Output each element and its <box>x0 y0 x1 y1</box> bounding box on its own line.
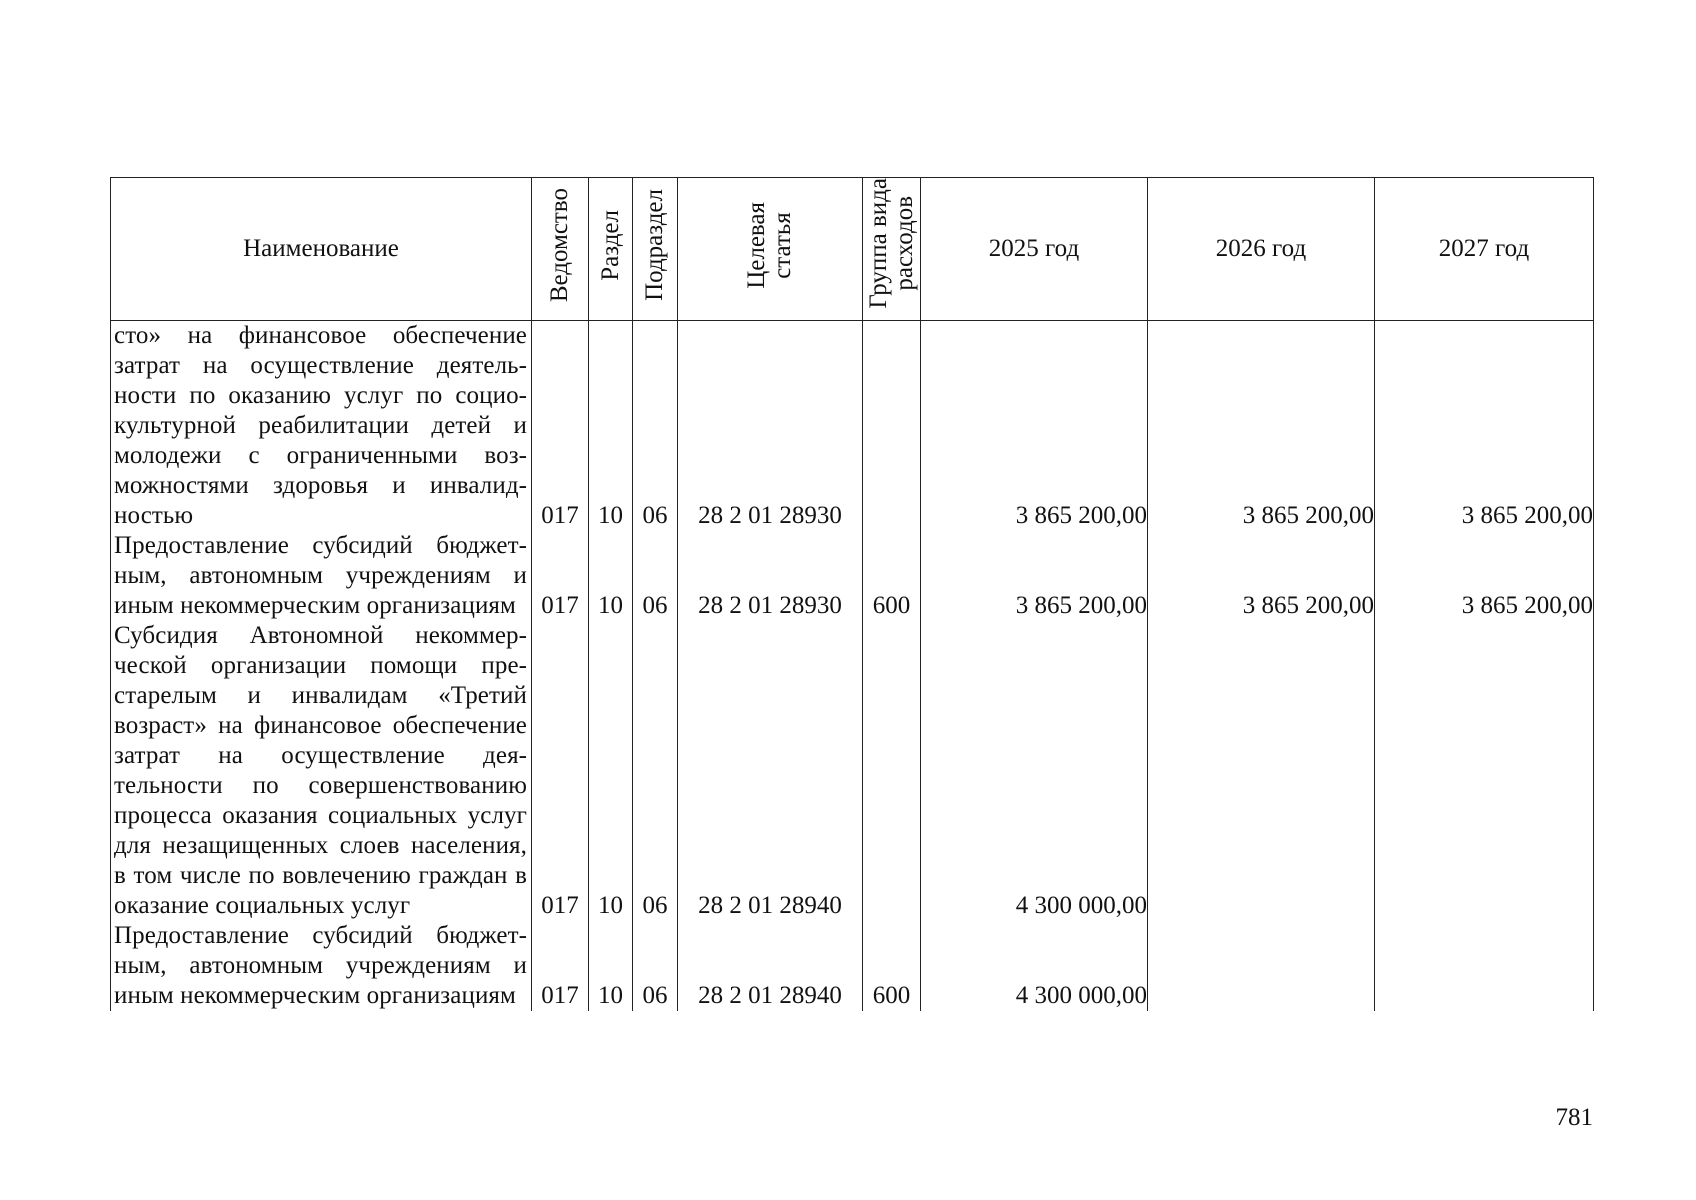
page-number: 781 <box>1555 1104 1593 1131</box>
row-name: Предоставление субсидий бюджетным, автономным учреждениям и иным некоммерческим организациям <box>111 921 532 1011</box>
row-department: 017 <box>532 531 589 621</box>
row-amount-2027: 3 865 200,00 <box>1375 321 1594 532</box>
row-name: Субсидия Автономной некоммерческой организации помощи престарелым и инвалидам «Третий возраст» на финансовое обеспечение затрат на осуществление деятельности по совершенствованию процесса оказания социальных услуг для незащищенных слоев населения, в том числе по вовлечению граждан в оказание социальных услуг <box>111 621 532 921</box>
row-amount-2027: 3 865 200,00 <box>1375 531 1594 621</box>
row-expense-group: 600 <box>863 921 921 1011</box>
row-section: 10 <box>589 321 633 532</box>
table-row <box>111 321 1594 532</box>
row-amount-2027 <box>1375 621 1594 921</box>
header-year-2027: 2027 год <box>1375 178 1594 321</box>
row-subsection: 06 <box>633 531 678 621</box>
row-expense-group <box>863 621 921 921</box>
row-name: сто» на финансовое обеспечение затрат на осуществление деятельности по оказанию услуг по социокультурной реабилитации детей и молодежи с ограниченными возможностями здоровья и инвалидностью <box>111 321 532 532</box>
budget-table <box>110 177 1594 1011</box>
row-amount-2026 <box>1148 621 1375 921</box>
row-target-article: 28 2 01 28940 <box>678 621 863 921</box>
header-department: Ведомство <box>532 178 589 321</box>
row-amount-2025: 3 865 200,00 <box>921 321 1148 532</box>
row-department: 017 <box>532 921 589 1011</box>
row-subsection: 06 <box>633 921 678 1011</box>
table-header <box>111 178 1594 321</box>
row-target-article: 28 2 01 28930 <box>678 321 863 532</box>
table-row <box>111 921 1594 1011</box>
header-expense-group: Группа вида расходов <box>863 178 921 321</box>
header-year-2026: 2026 год <box>1148 178 1375 321</box>
row-amount-2026: 3 865 200,00 <box>1148 321 1375 532</box>
table-body <box>111 321 1594 1012</box>
table-row <box>111 621 1594 921</box>
row-target-article: 28 2 01 28930 <box>678 531 863 621</box>
row-section: 10 <box>589 531 633 621</box>
row-amount-2025: 3 865 200,00 <box>921 531 1148 621</box>
row-department: 017 <box>532 621 589 921</box>
row-department: 017 <box>532 321 589 532</box>
header-row <box>111 178 1594 321</box>
header-target-article: Целевая статья <box>678 178 863 321</box>
row-name: Предоставление субсидий бюджетным, автономным учреждениям и иным некоммерческим организациям <box>111 531 532 621</box>
row-section: 10 <box>589 621 633 921</box>
row-amount-2025: 4 300 000,00 <box>921 921 1148 1011</box>
row-amount-2026 <box>1148 921 1375 1011</box>
header-section: Раздел <box>589 178 633 321</box>
row-target-article: 28 2 01 28940 <box>678 921 863 1011</box>
table-row <box>111 531 1594 621</box>
row-subsection: 06 <box>633 321 678 532</box>
row-amount-2025: 4 300 000,00 <box>921 621 1148 921</box>
header-year-2025: 2025 год <box>921 178 1148 321</box>
row-expense-group <box>863 321 921 532</box>
budget-table-container <box>110 177 1593 1103</box>
header-subsection: Подраздел <box>633 178 678 321</box>
row-expense-group: 600 <box>863 531 921 621</box>
row-subsection: 06 <box>633 621 678 921</box>
row-amount-2026: 3 865 200,00 <box>1148 531 1375 621</box>
row-section: 10 <box>589 921 633 1011</box>
row-amount-2027 <box>1375 921 1594 1011</box>
header-name: Наименование <box>111 178 532 321</box>
